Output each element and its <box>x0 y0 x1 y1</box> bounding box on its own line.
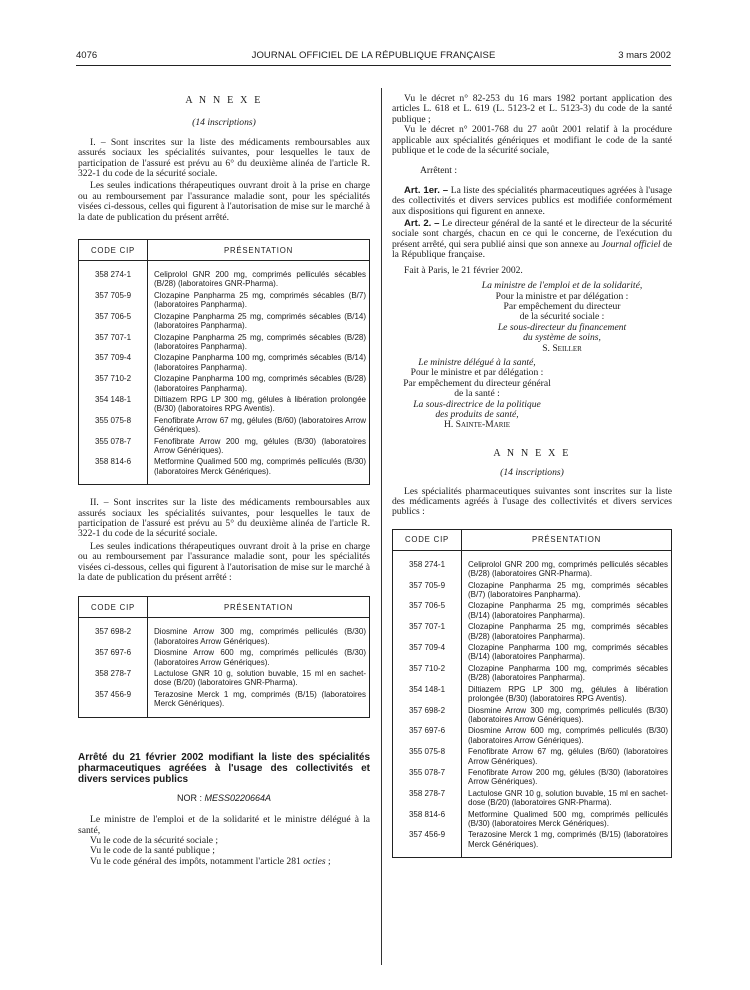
table-header <box>393 529 672 550</box>
cip-code: 357 698-2 <box>393 706 462 727</box>
signatory-line: du système de soins, <box>523 332 601 344</box>
vu-code-securite-sociale: Vu le code de la sécurité sociale ; <box>90 834 219 846</box>
table-row <box>393 789 672 810</box>
table-row <box>393 768 672 789</box>
presentation-text: Clozapine Panpharma 25 mg, comprimés sécables (B/14) (laboratoires Panpharma). <box>468 601 668 620</box>
cip-code: 358 814-6 <box>79 457 148 478</box>
cip-code: 355 075-8 <box>79 416 148 437</box>
presentation-text: Fenofibrate Arrow 200 mg, gélules (B/30) (laboratoires Arrow Génériques). <box>468 767 668 787</box>
article-1-label: Art. 1er. – <box>404 184 449 196</box>
presentation-text: Metformine Qualimed 500 mg, comprimés pelliculés (B/30) (laboratoires Merck Génériques). <box>468 809 668 828</box>
column-header-presentation: PRÉSENTATION <box>148 597 370 618</box>
column-header-presentation: PRÉSENTATION <box>462 529 672 550</box>
cip-code: 357 705-9 <box>79 291 148 312</box>
presentation-text: Celiprolol GNR 200 mg, comprimés pelliculés sécables (B/28) (laboratoires GNR-Pharma). <box>154 270 366 289</box>
cip-code: 358 278-7 <box>393 789 462 810</box>
vu-decret-2001: Vu le décret n° 2001-768 du 27 août 2001 relatif à la procédure applicable aux spécialités génériques et modifiant le code de la santé publique et le code de la sécurité sociale, <box>392 124 672 157</box>
column-header-code: CODE CIP <box>393 529 462 550</box>
signatory-line: des produits de santé, <box>435 408 519 420</box>
header-rule <box>76 65 671 66</box>
column-header-code: CODE CIP <box>79 240 148 261</box>
table-row <box>79 648 370 669</box>
nor-value: MESS0220664A <box>204 792 272 803</box>
cip-code: 358 274-1 <box>393 560 462 581</box>
table-spacer <box>79 618 370 628</box>
table-row <box>79 353 370 374</box>
cip-code: 355 075-8 <box>393 747 462 768</box>
table-row <box>393 685 672 706</box>
cip-code: 354 148-1 <box>79 395 148 416</box>
page-header <box>76 50 671 64</box>
table-row <box>79 291 370 312</box>
annexe-paragraph: Les spécialités pharmaceutiques suivantes sont inscrites sur la liste des médicaments agréés à l'usage des collectivités et divers services publics : <box>392 485 672 518</box>
table-row <box>393 601 672 622</box>
table-row <box>79 416 370 437</box>
cip-code: 357 710-2 <box>393 664 462 685</box>
table-3 <box>392 529 672 858</box>
signatory-name: H. Sainte-Marie <box>443 419 511 431</box>
table-row <box>79 333 370 354</box>
table-row <box>79 312 370 333</box>
table-row <box>393 726 672 747</box>
presentation-text: Clozapine Panpharma 25 mg, comprimés sécables (B/28) (laboratoires Panpharma). <box>468 622 668 641</box>
right-column <box>392 94 672 858</box>
presentation-text: Diltiazem RPG LP 300 mg, gélules à libération prolongée (B/30) (laboratoires RPG Aventis). <box>154 394 366 414</box>
table-row <box>393 664 672 685</box>
signatory-name: S. Seiller <box>542 342 582 354</box>
left-column <box>78 96 370 867</box>
presentation-text: Metformine Qualimed 500 mg, comprimés pelliculés (B/30) (laboratoires Merck Génériques). <box>154 457 366 476</box>
presentation-text: Diltiazem RPG LP 300 mg, gélules à libération prolongée (B/30) (laboratoires RPG Aventis). <box>468 684 668 704</box>
table-spacer <box>393 851 672 858</box>
signature-block-1 <box>392 281 672 354</box>
presentation-text: Clozapine Panpharma 25 mg, comprimés sécables (B/14) (laboratoires Panpharma). <box>154 311 366 331</box>
presentation-text: Lactulose GNR 10 g, solution buvable, 15 ml en sachet-dose (B/20) (laboratoires GNR-Pharma). <box>468 788 668 808</box>
vu3-end: ; <box>325 855 331 867</box>
preamble: Le ministre de l'emploi et de la solidarité et le ministre délégué à la santé, <box>78 814 370 836</box>
cip-code: 357 697-6 <box>79 648 148 669</box>
presentation-text: Lactulose GNR 10 g, solution buvable, 15 ml en sachet-dose (B/20) (laboratoires GNR-Pharma). <box>154 669 366 688</box>
cip-code: 358 278-7 <box>79 669 148 690</box>
cip-code: 357 706-5 <box>79 312 148 333</box>
annexe-title: A N N E X E <box>185 95 263 106</box>
table-row <box>393 747 672 768</box>
cip-code: 357 707-1 <box>393 622 462 643</box>
table-spacer <box>79 711 370 718</box>
table-row <box>79 690 370 711</box>
table-row <box>79 669 370 690</box>
table-row <box>79 457 370 478</box>
table-header <box>79 240 370 261</box>
journal-title: JOURNAL OFFICIEL DE LA RÉPUBLIQUE FRANÇAISE <box>251 50 496 61</box>
table-row <box>79 395 370 416</box>
article-2-italic: Journal officiel <box>601 238 661 250</box>
issue-date: 3 mars 2002 <box>618 50 671 61</box>
page-number: 4076 <box>76 50 98 61</box>
table-row <box>393 810 672 831</box>
signatory-title: Le ministre délégué à la santé, <box>418 356 536 368</box>
article-2 <box>392 219 672 261</box>
presentation-text: Terazosine Merck 1 mg, comprimés (B/15) (laboratoires Merck Génériques). <box>154 689 366 709</box>
presentation-text: Clozapine Panpharma 100 mg, comprimés sécables (B/28) (laboratoires Panpharma). <box>468 663 668 683</box>
presentation-text: Clozapine Panpharma 25 mg, comprimés sécables (B/28) (laboratoires Panpharma). <box>154 332 366 351</box>
annexe-subtitle: (14 inscriptions) <box>192 117 256 129</box>
cip-code: 358 814-6 <box>393 810 462 831</box>
signatory-line: Pour la ministre et par délégation : <box>495 290 629 302</box>
column-divider <box>381 88 382 965</box>
nor-reference <box>78 793 370 803</box>
table-row <box>79 270 370 291</box>
table-spacer <box>79 261 370 271</box>
presentation-text: Fenofibrate Arrow 67 mg, gélules (B/60) (laboratoires Arrow Génériques). <box>154 415 366 435</box>
table-row <box>393 830 672 851</box>
signatory-title: La ministre de l'emploi et de la solidarité, <box>481 280 643 292</box>
cip-code: 357 710-2 <box>79 374 148 395</box>
table-2-body <box>79 618 370 717</box>
article-2-text-a: Le directeur général de la santé et le directeur de la sécurité sociale sont chargés, chacun en ce qui le concerne, de l'exécution du présent arrêté, qui sera publié ainsi que son annexe au <box>392 218 672 250</box>
signatory-line: Le sous-directeur du financement <box>497 321 627 333</box>
cip-code: 355 078-7 <box>393 768 462 789</box>
table-2 <box>78 596 370 717</box>
presentation-text: Fenofibrate Arrow 67 mg, gélules (B/60) (laboratoires Arrow Génériques). <box>468 747 668 766</box>
table-1-body <box>79 261 370 485</box>
presentation-text: Clozapine Panpharma 25 mg, comprimés sécables (B/7) (laboratoires Panpharma). <box>468 580 668 600</box>
presentation-text: Clozapine Panpharma 25 mg, comprimés sécables (B/7) (laboratoires Panpharma). <box>154 290 366 310</box>
signature-block-2 <box>392 358 562 431</box>
signatory-line: La sous-directrice de la politique <box>413 398 541 410</box>
presentation-text: Terazosine Merck 1 mg, comprimés (B/15) (laboratoires Merck Génériques). <box>468 830 668 849</box>
arrete-title: Arrêté du 21 février 2002 modifiant la liste des spécialités pharmaceutiques agréées à l'usage des collectivités et divers services publics <box>78 751 370 785</box>
arretent: Arrêtent : <box>420 165 458 177</box>
table-row <box>79 437 370 458</box>
fait-a-paris: Fait à Paris, le 21 février 2002. <box>404 264 523 276</box>
presentation-text: Clozapine Panpharma 100 mg, comprimés sécables (B/28) (laboratoires Panpharma). <box>154 374 366 393</box>
cip-code: 357 709-4 <box>393 643 462 664</box>
presentation-text: Diosmine Arrow 600 mg, comprimés pelliculés (B/30) (laboratoires Arrow Génériques). <box>154 648 366 667</box>
column-header-code: CODE CIP <box>79 597 148 618</box>
table-1 <box>78 239 370 485</box>
nor-label: NOR : <box>176 792 202 803</box>
cip-code: 354 148-1 <box>393 685 462 706</box>
table-row <box>393 643 672 664</box>
table-row <box>79 374 370 395</box>
signatory-line: Pour le ministre et par délégation : <box>410 367 544 379</box>
cip-code: 357 706-5 <box>393 601 462 622</box>
signatory-line: de la sécurité sociale : <box>519 311 605 323</box>
presentation-text: Celiprolol GNR 200 mg, comprimés pelliculés sécables (B/28) (laboratoires GNR-Pharma). <box>468 559 668 579</box>
vu-code-impots <box>78 857 370 867</box>
vu3-italic: octies <box>303 855 326 867</box>
cip-code: 357 456-9 <box>393 830 462 851</box>
section-1-paragraph-1: I. – Sont inscrites sur la liste des médicaments remboursables aux assurés sociaux les spécialités suivantes, pour lesquelles le taux de participation de l'assuré est prévu au 6° du deuxième alinéa de l'article R. 322-1 du code de la sécurité sociale. <box>78 136 370 180</box>
cip-code: 357 705-9 <box>393 581 462 602</box>
annexe-subtitle: (14 inscriptions) <box>500 467 564 479</box>
column-header-presentation: PRÉSENTATION <box>148 240 370 261</box>
cip-code: 358 274-1 <box>79 270 148 291</box>
signatory-line: Par empêchement du directeur <box>503 300 621 312</box>
table-row <box>393 560 672 581</box>
cip-code: 357 707-1 <box>79 333 148 354</box>
section-1-paragraph-2: Les seules indications thérapeutiques ouvrant droit à la prise en charge ou au remboursement par l'assurance maladie sont, pour les spécialités visées ci-dessous, celles qui figurent à l'autorisation de mise sur le marché à la date de publication du présent arrêté. <box>78 180 370 223</box>
table-3-body <box>393 550 672 857</box>
article-2-text-b: de la République française. <box>392 238 672 261</box>
presentation-text: Diosmine Arrow 300 mg, comprimés pelliculés (B/30) (laboratoires Arrow Génériques). <box>468 705 668 724</box>
table-row <box>393 622 672 643</box>
cip-code: 357 697-6 <box>393 726 462 747</box>
table-spacer <box>393 550 672 560</box>
table-row <box>393 706 672 727</box>
presentation-text: Diosmine Arrow 300 mg, comprimés pelliculés (B/30) (laboratoires Arrow Génériques). <box>154 627 366 646</box>
table-header <box>79 597 370 618</box>
table-spacer <box>79 478 370 485</box>
section-2-paragraph-2: Les seules indications thérapeutiques ouvrant droit à la prise en charge ou au remboursement par l'assurance maladie sont, pour les spécialités visées ci-dessous, celles qui figurent à l'autorisation de mise sur le marché à la date de publication du présent arrêté : <box>78 540 370 584</box>
cip-code: 355 078-7 <box>79 437 148 458</box>
presentation-text: Fenofibrate Arrow 200 mg, gélules (B/30) (laboratoires Arrow Génériques). <box>154 436 366 455</box>
presentation-text: Diosmine Arrow 600 mg, comprimés pelliculés (B/30) (laboratoires Arrow Génériques). <box>468 726 668 745</box>
cip-code: 357 709-4 <box>79 353 148 374</box>
article-2-label: Art. 2. – <box>404 218 440 230</box>
annexe-title: A N N E X E <box>493 447 571 459</box>
signatory-line: Par empêchement du directeur général <box>403 377 551 389</box>
presentation-text: Clozapine Panpharma 100 mg, comprimés sécables (B/14) (laboratoires Panpharma). <box>154 353 366 372</box>
signatory-line: de la santé : <box>454 388 500 400</box>
vu-decret-1982: Vu le décret n° 82-253 du 16 mars 1982 portant application des articles L. 618 et L. 619 (L. 5123-2 et L. 5123-3) du code de la santé publique ; <box>392 93 672 125</box>
article-1 <box>392 186 672 217</box>
vu-code-sante-publique: Vu le code de la santé publique ; <box>90 845 215 857</box>
cip-code: 357 456-9 <box>79 690 148 711</box>
cip-code: 357 698-2 <box>79 627 148 648</box>
vu3-text: Vu le code général des impôts, notamment l'article 281 <box>90 855 304 867</box>
table-row <box>393 581 672 602</box>
table-row <box>79 627 370 648</box>
presentation-text: Clozapine Panpharma 100 mg, comprimés sécables (B/14) (laboratoires Panpharma). <box>468 643 668 662</box>
section-2-paragraph-1: II. – Sont inscrites sur la liste des médicaments remboursables aux assurés sociaux les spécialités suivantes, pour lesquelles le taux de participation de l'assuré est prévu au 5° du deuxième alinéa de l'article R. 322-1 du code de la sécurité sociale. <box>78 497 370 540</box>
article-1-text: La liste des spécialités pharmaceutiques agréées à l'usage des collectivités et divers services publics est modifiée conformément aux dispositions qui figurent en annexe. <box>392 184 672 217</box>
